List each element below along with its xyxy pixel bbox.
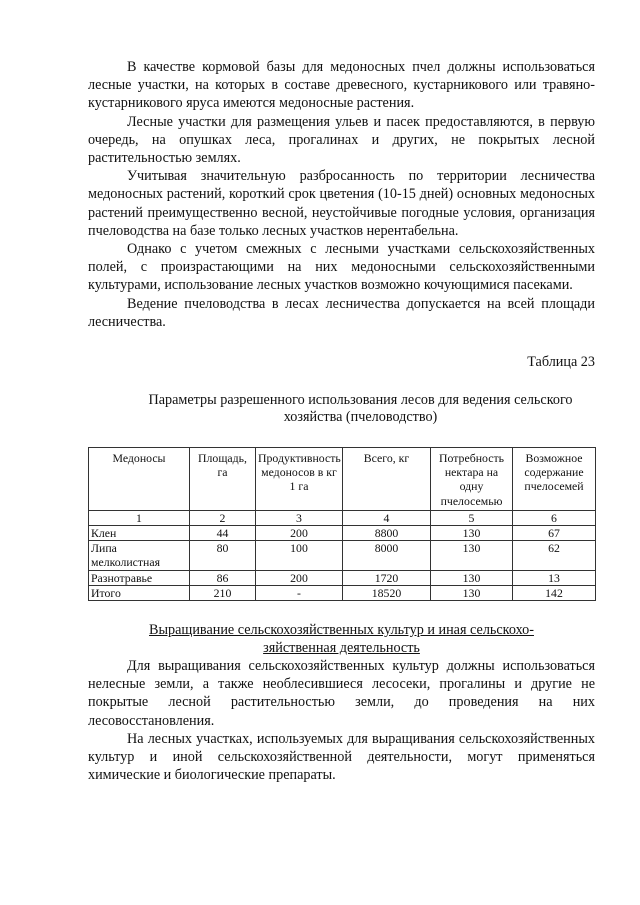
cell-area: 86 [190,570,256,585]
table-row-total [89,585,596,600]
section-title [88,621,595,657]
beekeeping-parameters-table [88,447,596,601]
paragraph-chemicals: На лесных участках, используемых для выращивания сельскохозяйственных культур и иной сельскохозяйственной деятельности, могут применяться химические и биологические препараты. [88,730,595,784]
cell-name: Итого [89,585,190,600]
paragraph-whole-area: Ведение пчеловодства в лесах лесничества допускается на всей площади лесничества. [88,295,595,330]
cell-families: 67 [513,526,596,541]
cell-need: 130 [431,585,513,600]
index-cell: 5 [431,510,513,525]
cell-need: 130 [431,541,513,570]
index-cell: 4 [343,510,431,525]
cell-total: 1720 [343,570,431,585]
section-title-line-2: зяйственная деятельность [263,640,420,657]
cell-productivity: 200 [256,570,343,585]
cell-total: 18520 [343,585,431,600]
cell-name: Клен [89,526,190,541]
index-cell: 1 [89,510,190,525]
header-area: Площадь, га [190,448,256,511]
header-productivity: Продуктивность медоносов в кг 1 га [256,448,343,511]
section-title-line-1: Выращивание сельскохозяйственных культур и иная сельскохо- [149,622,534,639]
document-page [88,58,595,785]
cell-area: 80 [190,541,256,570]
header-melliferous: Медоносы [89,448,190,511]
table-index-row [89,510,596,525]
header-total: Всего, кг [343,448,431,511]
cell-productivity: 100 [256,541,343,570]
header-possible-families: Возможное содержание пчелосемей [513,448,596,511]
cell-area: 210 [190,585,256,600]
cell-name: Липа мелколистная [89,541,190,570]
cell-productivity: 200 [256,526,343,541]
paragraph-unprofitability: Учитывая значительную разбросанность по территории лесничества медоносных растений, короткий срок цветения (10-15 дней) основных медоносных растений преимущественно весной, неустойчивые погодные условия, организация пчеловодства на базе только лесных участков нерентабельна. [88,168,595,239]
index-cell: 2 [190,510,256,525]
header-nectar-need: Потребность нектара на одну пчелосемью [431,448,513,511]
paragraph-apiary-placement: Лесные участки для размещения ульев и пасек предоставляются, в первую очередь, на опушках леса, прогалинах и других, не покрытых лесной растительностью землях. [88,113,595,167]
table-row [89,526,596,541]
table-title: Параметры разрешенного использования лесов для ведения сельского хозяйства (пчеловодство) [148,392,573,426]
table-number: Таблица 23 [527,354,595,371]
paragraph-nomadic-apiaries: Однако с учетом смежных с лесными участками сельскохозяйственных полей, с произрастающими на них медоносными сельскохозяйственными культурами, использование лесных участков возможно кочующимися пасеками. [88,241,595,294]
cell-families: 142 [513,585,596,600]
cell-need: 130 [431,570,513,585]
cell-productivity: - [256,585,343,600]
table-header-row [89,448,596,511]
table-row [89,541,596,570]
cell-families: 62 [513,541,596,570]
paragraph-non-forest-lands: Для выращивания сельскохозяйственных культур должны использоваться нелесные земли, а также необлесившиеся лесосеки, прогалины и другие не покрытые лесной растительностью земли, до проведения на них лесовосстановления. [88,658,595,729]
table-row [89,570,596,585]
cell-families: 13 [513,570,596,585]
cell-area: 44 [190,526,256,541]
cell-total: 8800 [343,526,431,541]
index-cell: 3 [256,510,343,525]
cell-name: Разнотравье [89,570,190,585]
index-cell: 6 [513,510,596,525]
paragraph-forage-base: В качестве кормовой базы для медоносных пчел должны использоваться лесные участки, на которых в составе древесного, кустарникового или травяно-кустарникового яруса имеются медоносные растения. [88,59,595,112]
cell-need: 130 [431,526,513,541]
cell-total: 8000 [343,541,431,570]
